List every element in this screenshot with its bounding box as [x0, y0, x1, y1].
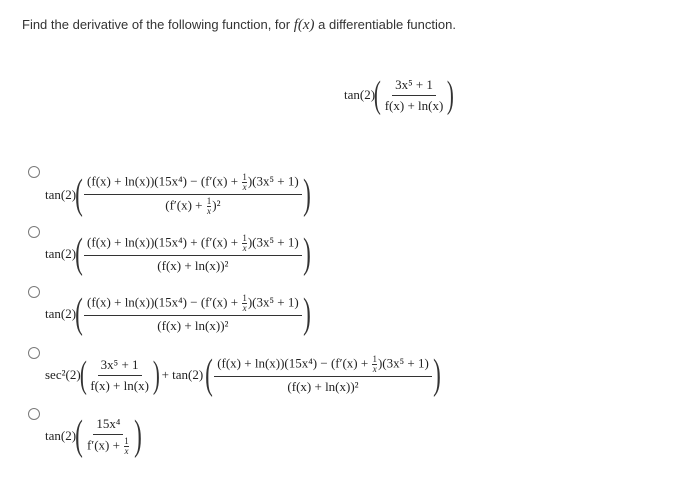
left-paren: (: [75, 413, 83, 459]
option-coef-1: sec²(2): [45, 367, 81, 382]
left-paren: (: [75, 171, 83, 218]
option-fraction: [84, 416, 133, 456]
option-coef: tan(2): [45, 306, 77, 321]
one-over-x: $\frac{1}{x}$: [242, 233, 247, 253]
option-denominator-2: (f(x) + ln(x))²: [287, 379, 359, 394]
option-expression: [45, 354, 440, 396]
option-fraction-2: [214, 355, 432, 395]
radio-button[interactable]: [28, 347, 40, 359]
radio-button[interactable]: [28, 286, 40, 298]
answer-option-5[interactable]: [28, 408, 141, 457]
option-coef: tan(2): [45, 246, 77, 261]
answer-option-2[interactable]: [28, 226, 310, 275]
option-expression: [45, 415, 141, 457]
question-fx: f(x): [293, 17, 315, 33]
option-numerator: (f(x) + ln(x))(15x⁴) − (f′(x) + $\frac{1}{x}$ )(3x⁵ + 1): [84, 173, 302, 195]
right-paren: ): [432, 352, 441, 398]
question-text-after: a differentiable function.: [314, 17, 456, 32]
radio-button[interactable]: [28, 166, 40, 178]
answer-option-3[interactable]: [28, 286, 310, 335]
option-coef: tan(2): [45, 428, 77, 443]
option-fraction: [84, 173, 302, 216]
main-coef: tan(2): [344, 87, 376, 102]
right-paren: ): [302, 171, 311, 218]
question-text-before: Find the derivative of the following function, for: [22, 17, 294, 32]
option-numerator-1: 3x⁵ + 1: [98, 357, 142, 376]
left-paren: (: [205, 352, 214, 398]
one-over-x: $\frac{1}{x}$: [242, 293, 247, 313]
option-fraction: [84, 294, 302, 334]
answer-option-1[interactable]: [28, 166, 310, 216]
right-paren: ): [302, 231, 311, 277]
option-expression: [45, 233, 310, 275]
question-text: [22, 17, 456, 34]
option-expression: [45, 173, 310, 216]
option-expression: [45, 293, 310, 335]
option-denominator: (f(x) + ln(x))²: [157, 258, 229, 273]
option-denominator: (f(x) + ln(x))²: [157, 318, 229, 333]
left-paren: (: [75, 291, 83, 337]
option-denominator: (f′(x) + $\frac{1}{x}$ )²: [165, 196, 221, 216]
option-denominator: f′(x) + $\frac{1}{x}$: [87, 436, 129, 456]
main-denominator: f(x) + ln(x): [384, 97, 444, 113]
radio-button[interactable]: [28, 226, 40, 238]
main-fraction: [382, 77, 447, 114]
one-over-x: $\frac{1}{x}$: [372, 354, 377, 374]
one-over-x: $\frac{1}{x}$: [242, 172, 247, 192]
right-paren: ): [447, 74, 455, 116]
one-over-x: $\frac{1}{x}$: [206, 196, 212, 216]
left-paren: (: [79, 354, 87, 396]
right-paren: ): [302, 291, 311, 337]
one-over-x: $\frac{1}{x}$: [124, 436, 129, 456]
answer-option-4[interactable]: [28, 347, 440, 396]
right-paren: ): [152, 354, 160, 396]
left-paren: (: [373, 74, 381, 116]
option-fraction: [84, 234, 302, 274]
option-coef: tan(2): [45, 186, 77, 202]
main-numerator: 3x⁵ + 1: [392, 77, 436, 96]
main-expression: [344, 76, 453, 114]
option-numerator: 15x⁴: [93, 416, 123, 435]
option-fraction-1: [87, 357, 152, 394]
option-numerator-2: (f(x) + ln(x))(15x⁴) − (f′(x) + $\frac{1}{x}$ )(3x⁵ + 1): [214, 355, 432, 377]
radio-button[interactable]: [28, 408, 40, 420]
option-denominator-1: f(x) + ln(x): [90, 377, 149, 393]
option-numerator: (f(x) + ln(x))(15x⁴) + (f′(x) + $\frac{1}{x}$ )(3x⁵ + 1): [84, 234, 302, 256]
left-paren: (: [75, 231, 83, 277]
option-plus-term: + tan(2): [161, 367, 204, 382]
right-paren: ): [133, 413, 142, 459]
option-numerator: (f(x) + ln(x))(15x⁴) − (f′(x) + $\frac{1}{x}$ )(3x⁵ + 1): [84, 294, 302, 316]
